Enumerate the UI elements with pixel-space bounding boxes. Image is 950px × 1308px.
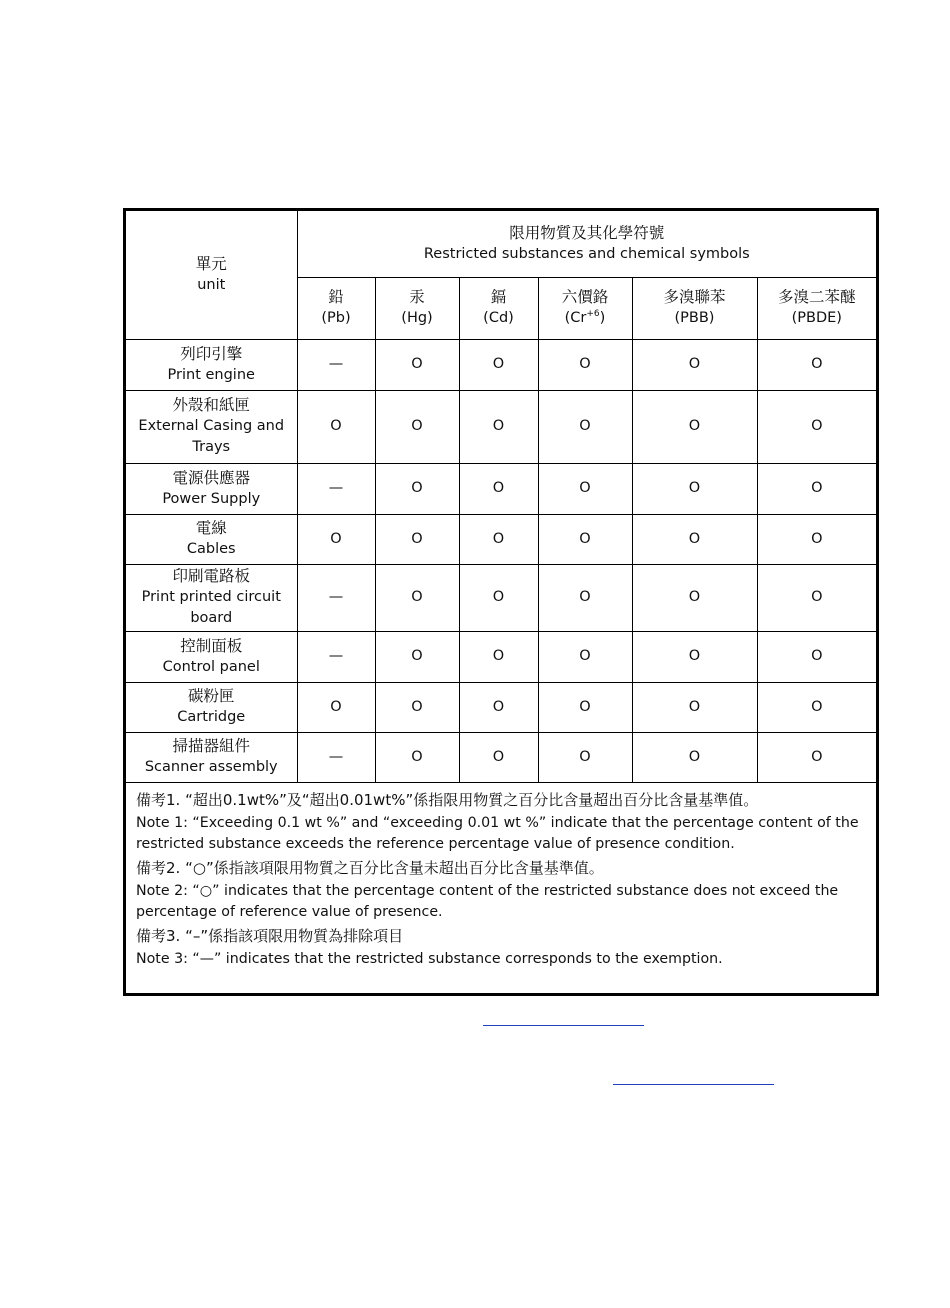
unit-name-en: Cartridge — [177, 709, 246, 725]
substance-status-cell: O — [757, 682, 876, 732]
rohs-table-frame — [123, 208, 879, 996]
substance-status-cell: O — [375, 339, 459, 390]
substance-status-cell: O — [757, 390, 876, 463]
unit-name-en: Print engine — [167, 366, 255, 383]
substance-status-cell: — — [297, 564, 375, 631]
unit-header-cell — [126, 211, 297, 339]
column-header-zh: 汞 — [409, 288, 425, 306]
notes-section — [126, 783, 876, 970]
header-row-group — [126, 211, 876, 277]
substance-status-cell: O — [632, 631, 757, 682]
substance-status-cell: O — [459, 339, 538, 390]
unit-cell — [126, 732, 297, 782]
unit-name-zh: 電線 — [195, 519, 227, 537]
substance-status-cell: O — [375, 682, 459, 732]
substances-group-header — [297, 211, 876, 277]
column-header-en: (PBB) — [674, 310, 715, 326]
unit-name-zh: 控制面板 — [180, 636, 243, 655]
substance-status-cell: O — [538, 514, 632, 564]
substance-status-cell: O — [538, 339, 632, 390]
column-header-en — [541, 308, 630, 329]
substance-status-cell: O — [538, 390, 632, 463]
substance-status-cell: O — [459, 732, 538, 782]
column-header-en: (PBDE) — [791, 310, 842, 326]
column-header-hg — [375, 277, 459, 339]
substance-status-cell: O — [757, 463, 876, 514]
substance-status-cell: O — [757, 339, 876, 390]
table-row — [126, 390, 876, 463]
substance-status-cell: O — [538, 682, 632, 732]
unit-name-en: Cables — [186, 541, 236, 557]
unit-cell — [126, 631, 297, 682]
substance-status-cell: O — [375, 564, 459, 631]
unit-name-zh: 外殼和紙匣 — [172, 396, 250, 414]
unit-cell — [126, 682, 297, 732]
substance-status-cell: O — [757, 514, 876, 564]
substance-status-cell: O — [632, 514, 757, 564]
column-header-pbb — [632, 277, 757, 339]
table-row — [126, 682, 876, 732]
table-row — [126, 463, 876, 514]
substance-status-cell: O — [757, 732, 876, 782]
column-header-zh: 鉛 — [328, 288, 344, 306]
substance-status-cell: O — [459, 390, 538, 463]
unit-name-en: External Casing and Trays — [138, 418, 285, 455]
substance-status-cell: — — [297, 631, 375, 682]
column-header-en: (Cd) — [483, 310, 514, 326]
column-header-pb — [297, 277, 375, 339]
hyperlink-underline[interactable] — [613, 1084, 774, 1085]
substance-status-cell: O — [538, 631, 632, 682]
column-header-zh: 六價鉻 — [561, 288, 609, 306]
hyperlink-underline[interactable] — [483, 1025, 644, 1026]
substances-header-en: Restricted substances and chemical symbols — [423, 245, 750, 262]
note1-zh: 備考1. “超出0.1wt%”及“超出0.01wt%”係指限用物質之百分比含量超出百分比含量基準值。 — [136, 790, 759, 809]
cr-end: ) — [599, 310, 606, 326]
unit-cell — [126, 564, 297, 631]
substance-status-cell: O — [375, 390, 459, 463]
table-row — [126, 339, 876, 390]
substance-status-cell: — — [297, 339, 375, 390]
substance-status-cell: O — [459, 682, 538, 732]
substance-status-cell: O — [757, 564, 876, 631]
substance-status-cell: O — [757, 631, 876, 682]
column-header-en: (Pb) — [321, 310, 351, 326]
substance-status-cell: O — [375, 732, 459, 782]
substance-status-cell: O — [297, 390, 375, 463]
substance-status-cell: O — [459, 631, 538, 682]
substance-status-cell: O — [375, 463, 459, 514]
column-header-zh: 多溴二苯醚 — [778, 288, 856, 306]
substances-header-zh: 限用物質及其化學符號 — [509, 223, 665, 242]
cr-base: (Cr — [564, 310, 587, 326]
substance-status-cell: O — [459, 564, 538, 631]
substance-status-cell: O — [632, 682, 757, 732]
unit-name-en: Scanner assembly — [144, 759, 278, 775]
substance-status-cell: — — [297, 732, 375, 782]
table-row — [126, 631, 876, 682]
substance-status-cell: O — [297, 514, 375, 564]
cr-superscript: +6 — [586, 309, 600, 320]
table-row — [126, 732, 876, 782]
unit-name-en: Power Supply — [162, 490, 261, 507]
column-header-pbde — [757, 277, 876, 339]
substance-status-cell: O — [632, 564, 757, 631]
substance-status-cell: O — [632, 390, 757, 463]
table-body — [126, 211, 876, 782]
substance-status-cell: O — [297, 682, 375, 732]
substance-status-cell: O — [538, 564, 632, 631]
restricted-substances-table — [126, 211, 876, 783]
note3-en: Note 3: “—” indicates that the restricted substance corresponds to the exemption. — [136, 950, 723, 967]
unit-cell — [126, 463, 297, 514]
note3-zh: 備考3. “–”係指該項限用物質為排除項目 — [136, 926, 404, 945]
substance-status-cell: O — [375, 514, 459, 564]
substance-status-cell: O — [632, 732, 757, 782]
unit-name-zh: 碳粉匣 — [187, 687, 235, 705]
table-row — [126, 564, 876, 631]
unit-name-en: Print printed circuit board — [141, 589, 281, 626]
table-row — [126, 514, 876, 564]
column-header-cr6 — [538, 277, 632, 339]
note1-en: Note 1: “Exceeding 0.1 wt %” and “exceeding 0.01 wt %” indicate that the percentage content of the restricted substance exceeds the reference percentage value of presence condition. — [136, 814, 859, 852]
unit-cell — [126, 514, 297, 564]
unit-name-zh: 掃描器組件 — [172, 737, 250, 755]
substance-status-cell: O — [538, 463, 632, 514]
unit-name-en: Control panel — [162, 658, 260, 675]
column-header-zh: 鎘 — [490, 288, 507, 306]
note2-en: Note 2: “○” indicates that the percentage content of the restricted substance does not exceed the percentage of reference value of presence. — [136, 882, 839, 920]
substance-status-cell: O — [459, 463, 538, 514]
substance-status-cell: O — [459, 514, 538, 564]
unit-cell — [126, 339, 297, 390]
substance-status-cell: O — [375, 631, 459, 682]
unit-cell — [126, 390, 297, 463]
substance-status-cell: O — [632, 339, 757, 390]
note2-zh: 備考2. “○”係指該項限用物質之百分比含量未超出百分比含量基準值。 — [136, 858, 604, 877]
unit-header-zh: 單元 — [195, 254, 227, 273]
substance-status-cell: O — [632, 463, 757, 514]
unit-name-zh: 列印引擎 — [180, 344, 243, 363]
substance-status-cell: — — [297, 463, 375, 514]
column-header-zh: 多溴聯苯 — [663, 288, 726, 306]
substance-status-cell: O — [538, 732, 632, 782]
column-header-cd — [459, 277, 538, 339]
column-header-en: (Hg) — [401, 310, 433, 326]
unit-header-en: unit — [197, 276, 226, 293]
unit-name-zh: 電源供應器 — [172, 468, 250, 487]
unit-name-zh: 印刷電路板 — [172, 567, 250, 585]
